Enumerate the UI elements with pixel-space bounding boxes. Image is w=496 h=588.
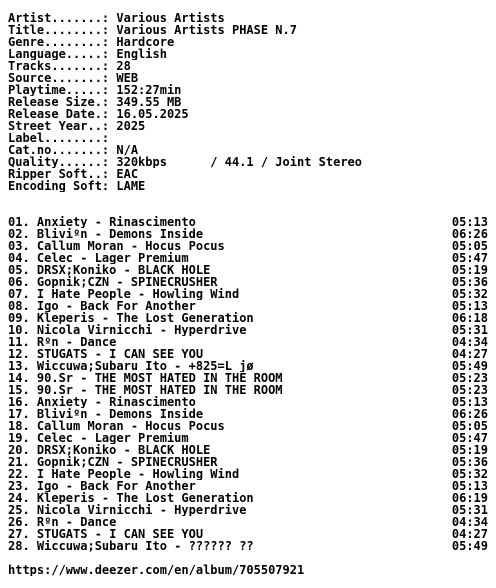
track-title: 17. Bliviºn - Demons Inside bbox=[8, 408, 204, 420]
track-row bbox=[8, 516, 490, 528]
info-playtime: Playtime.....: 152:27min bbox=[8, 84, 182, 96]
track-title: 20. DRSX;Koniko - BLACK HOLE bbox=[8, 444, 211, 456]
track-time: 04:34 bbox=[451, 515, 488, 529]
track-row bbox=[8, 528, 490, 540]
track-row bbox=[8, 264, 490, 276]
track-row bbox=[8, 456, 490, 468]
track-time: 05:13 bbox=[451, 215, 488, 229]
track-title: 18. Callum Moran - Hocus Pocus bbox=[8, 420, 225, 432]
track-row bbox=[8, 396, 490, 408]
track-title: 13. Wiccuwa;Subaru Ito - +825=L jø bbox=[8, 360, 254, 372]
track-title: 09. Kleperis - The Lost Generation bbox=[8, 312, 254, 324]
track-row bbox=[8, 228, 490, 240]
track-time: 05:13 bbox=[451, 395, 488, 409]
info-tracks: Tracks.......: 28 bbox=[8, 60, 131, 72]
track-row bbox=[8, 312, 490, 324]
track-title: 23. Igo - Back For Another bbox=[8, 480, 196, 492]
track-title: 06. Gopnik;CZN - SPINECRUSHER bbox=[8, 276, 218, 288]
track-title: 24. Kleperis - The Lost Generation bbox=[8, 492, 254, 504]
track-title: 26. Rºn - Dance bbox=[8, 516, 117, 528]
track-title: 01. Anxiety - Rinascimento bbox=[8, 216, 196, 228]
track-row bbox=[8, 252, 490, 264]
track-row bbox=[8, 432, 490, 444]
album-url: https://www.deezer.com/en/album/705507921 bbox=[8, 564, 305, 576]
track-title: 15. 90.Sr - THE MOST HATED IN THE ROOM bbox=[8, 384, 283, 396]
info-genre: Genre........: Hardcore bbox=[8, 36, 175, 48]
info-release-date: Release Date.: 16.05.2025 bbox=[8, 108, 189, 120]
track-time: 05:32 bbox=[451, 467, 488, 481]
track-time: 04:34 bbox=[451, 335, 488, 349]
track-time: 05:47 bbox=[451, 431, 488, 445]
nfo-document bbox=[8, 12, 490, 576]
info-release-size: Release Size.: 349.55 MB bbox=[8, 96, 182, 108]
info-encoding-soft: Encoding Soft: LAME bbox=[8, 180, 146, 192]
info-language: Language.....: English bbox=[8, 48, 167, 60]
info-street-year: Street Year..: 2025 bbox=[8, 120, 146, 132]
track-time: 05:05 bbox=[451, 419, 488, 433]
track-time: 05:36 bbox=[451, 275, 488, 289]
track-title: 19. Celec - Lager Premium bbox=[8, 432, 189, 444]
track-row bbox=[8, 324, 490, 336]
track-time: 05:36 bbox=[451, 455, 488, 469]
track-time: 05:23 bbox=[451, 371, 488, 385]
track-time: 05:32 bbox=[451, 287, 488, 301]
track-row bbox=[8, 468, 490, 480]
info-quality: Quality......: 320kbps / 44.1 / Joint Stereo bbox=[8, 156, 363, 168]
track-title: 02. Bliviºn - Demons Inside bbox=[8, 228, 204, 240]
track-time: 05:23 bbox=[451, 383, 488, 397]
track-time: 06:19 bbox=[451, 491, 488, 505]
info-artist: Artist.......: Various Artists bbox=[8, 12, 225, 24]
track-time: 05:13 bbox=[451, 299, 488, 313]
tracklist bbox=[8, 216, 490, 552]
track-title: 12. STUGATS - I CAN SEE YOU bbox=[8, 348, 204, 360]
info-title: Title........: Various Artists PHASE N.7 bbox=[8, 24, 297, 36]
track-title: 22. I Hate People - Howling Wind bbox=[8, 468, 240, 480]
track-row bbox=[8, 480, 490, 492]
track-row bbox=[8, 216, 490, 228]
track-row bbox=[8, 540, 490, 552]
track-time: 05:31 bbox=[451, 323, 488, 337]
track-time: 05:13 bbox=[451, 479, 488, 493]
track-title: 21. Gopnik;CZN - SPINECRUSHER bbox=[8, 456, 218, 468]
track-time: 05:49 bbox=[451, 539, 488, 553]
track-time: 05:19 bbox=[451, 443, 488, 457]
track-title: 03. Callum Moran - Hocus Pocus bbox=[8, 240, 225, 252]
track-title: 07. I Hate People - Howling Wind bbox=[8, 288, 240, 300]
info-cat-no: Cat.no.......: N/A bbox=[8, 144, 139, 156]
track-title: 28. Wiccuwa;Subaru Ito - ?????? ?? bbox=[8, 540, 254, 552]
spacer bbox=[8, 192, 490, 216]
track-title: 10. Nicola Virnicchi - Hyperdrive bbox=[8, 324, 247, 336]
track-row bbox=[8, 420, 490, 432]
track-title: 08. Igo - Back For Another bbox=[8, 300, 196, 312]
release-info-block bbox=[8, 12, 490, 192]
track-time: 05:49 bbox=[451, 359, 488, 373]
track-row bbox=[8, 276, 490, 288]
track-title: 04. Celec - Lager Premium bbox=[8, 252, 189, 264]
track-row bbox=[8, 492, 490, 504]
track-time: 06:26 bbox=[451, 407, 488, 421]
track-time: 05:05 bbox=[451, 239, 488, 253]
track-time: 04:27 bbox=[451, 527, 488, 541]
track-time: 06:18 bbox=[451, 311, 488, 325]
track-row bbox=[8, 384, 490, 396]
track-title: 16. Anxiety - Rinascimento bbox=[8, 396, 196, 408]
info-ripper-soft: Ripper Soft..: EAC bbox=[8, 168, 139, 180]
track-title: 11. Rºn - Dance bbox=[8, 336, 117, 348]
track-row bbox=[8, 372, 490, 384]
track-title: 14. 90.Sr - THE MOST HATED IN THE ROOM bbox=[8, 372, 283, 384]
track-time: 05:19 bbox=[451, 263, 488, 277]
track-row bbox=[8, 444, 490, 456]
track-time: 05:31 bbox=[451, 503, 488, 517]
track-row bbox=[8, 288, 490, 300]
track-row bbox=[8, 300, 490, 312]
track-row bbox=[8, 348, 490, 360]
info-source: Source.......: WEB bbox=[8, 72, 139, 84]
track-row bbox=[8, 504, 490, 516]
track-row bbox=[8, 408, 490, 420]
track-row bbox=[8, 336, 490, 348]
track-time: 05:47 bbox=[451, 251, 488, 265]
track-title: 25. Nicola Virnicchi - Hyperdrive bbox=[8, 504, 247, 516]
track-time: 06:26 bbox=[451, 227, 488, 241]
track-title: 05. DRSX;Koniko - BLACK HOLE bbox=[8, 264, 211, 276]
track-title: 27. STUGATS - I CAN SEE YOU bbox=[8, 528, 204, 540]
info-label: Label........: bbox=[8, 132, 110, 144]
track-row bbox=[8, 240, 490, 252]
track-row bbox=[8, 360, 490, 372]
track-time: 04:27 bbox=[451, 347, 488, 361]
